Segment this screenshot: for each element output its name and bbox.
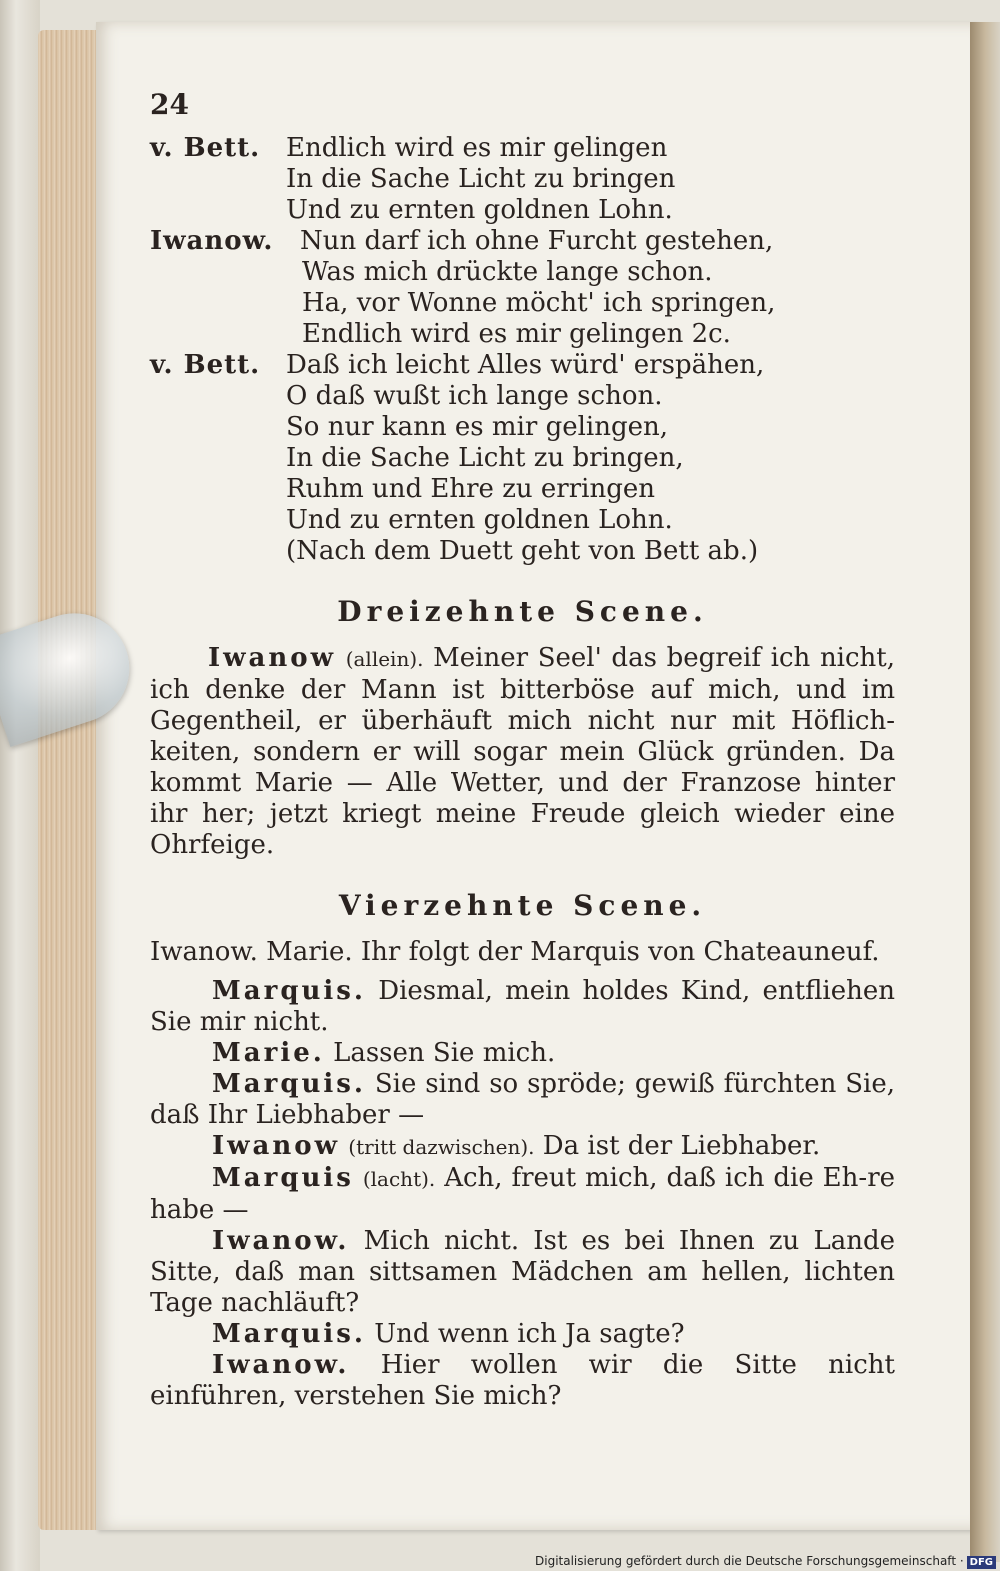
verse-line: Ha, vor Wonne möcht' ich springen, <box>302 288 776 318</box>
page-gutter <box>970 22 1000 1562</box>
verse-line: So nur kann es mir gelingen, <box>286 412 669 442</box>
scene-paragraph: Iwanow (allein). Meiner Seel' das begreif ich nicht, ich denke der Mann ist bitterböse auf mich, und im Gegentheil, er überhäuft mich nicht nur mit Höflich-keiten, sondern er will sogar mein Glück gründen. Da kommt Marie — Alle Wetter, und der Franzose hinter ihr her; jetzt kriegt meine Freude gleich wieder eine Ohrfeige. <box>150 643 896 860</box>
verse-line: In die Sache Licht zu bringen, <box>286 443 684 473</box>
dialog-line: Iwanow. Hier wollen wir die Sitte nicht einführen, verstehen Sie mich? <box>150 1350 895 1411</box>
stage-direction: (Nach dem Duett geht von Bett ab.) <box>286 536 759 566</box>
verse-line: Und zu ernten goldnen Lohn. <box>286 195 673 225</box>
dialog-line: Iwanow. Mich nicht. Ist es bei Ihnen zu Lande Sitte, daß man sittsamen Mädchen am hellen, lichten Tage nachläuft? <box>150 1226 895 1318</box>
cast-list: Iwanow. Marie. Ihr folgt der Marquis von Chateauneuf. <box>150 937 880 967</box>
verse-line: v. Bett. Daß ich leicht Alles würd' erspähen, <box>150 350 765 380</box>
dialog-line: Marquis. Diesmal, mein holdes Kind, entfliehen Sie mir nicht. <box>150 976 895 1037</box>
speaker-label: v. Bett. <box>150 350 261 380</box>
scene-heading: Vierzehnte Scene. <box>338 889 707 922</box>
speaker-label: Iwanow. <box>150 226 274 256</box>
verse-line: Ruhm und Ehre zu erringen <box>286 474 655 504</box>
digitization-credit: Digitalisierung gefördert durch die Deutsche Forschungsgemeinschaft · DFG <box>535 1554 996 1569</box>
speaker-label: v. Bett. <box>150 133 261 163</box>
stage-direction: (allein). <box>345 647 424 671</box>
verse-line: O daß wußt ich lange schon. <box>286 381 663 411</box>
page-text <box>150 88 895 1412</box>
dialog-line: Marquis (lacht). Ach, freut mich, daß ich die Eh-re habe — <box>150 1163 896 1225</box>
dialog-line: Iwanow (tritt dazwischen). Da ist der Liebhaber. <box>212 1131 821 1161</box>
verse-line: Und zu ernten goldnen Lohn. <box>286 505 673 535</box>
scene-heading: Dreizehnte Scene. <box>337 595 708 628</box>
dialog-line: Marquis. Und wenn ich Ja sagte? <box>212 1319 685 1349</box>
dfg-logo: DFG <box>967 1556 996 1569</box>
verse-line: Iwanow. Nun darf ich ohne Furcht gestehen, <box>150 226 774 256</box>
book-edge <box>0 0 40 1571</box>
speaker-label: Iwanow <box>208 643 337 673</box>
dialog-line: Marie. Lassen Sie mich. <box>212 1038 556 1068</box>
verse-line: In die Sache Licht zu bringen <box>286 164 676 194</box>
verse-line: Was mich drückte lange schon. <box>302 257 713 287</box>
page-number: 24 <box>150 88 189 121</box>
verse-line: v. Bett. Endlich wird es mir gelingen <box>150 133 668 163</box>
verse-line: Endlich wird es mir gelingen 2c. <box>302 319 731 349</box>
dialog-line: Marquis. Sie sind so spröde; gewiß fürchten Sie, daß Ihr Liebhaber — <box>150 1069 896 1130</box>
